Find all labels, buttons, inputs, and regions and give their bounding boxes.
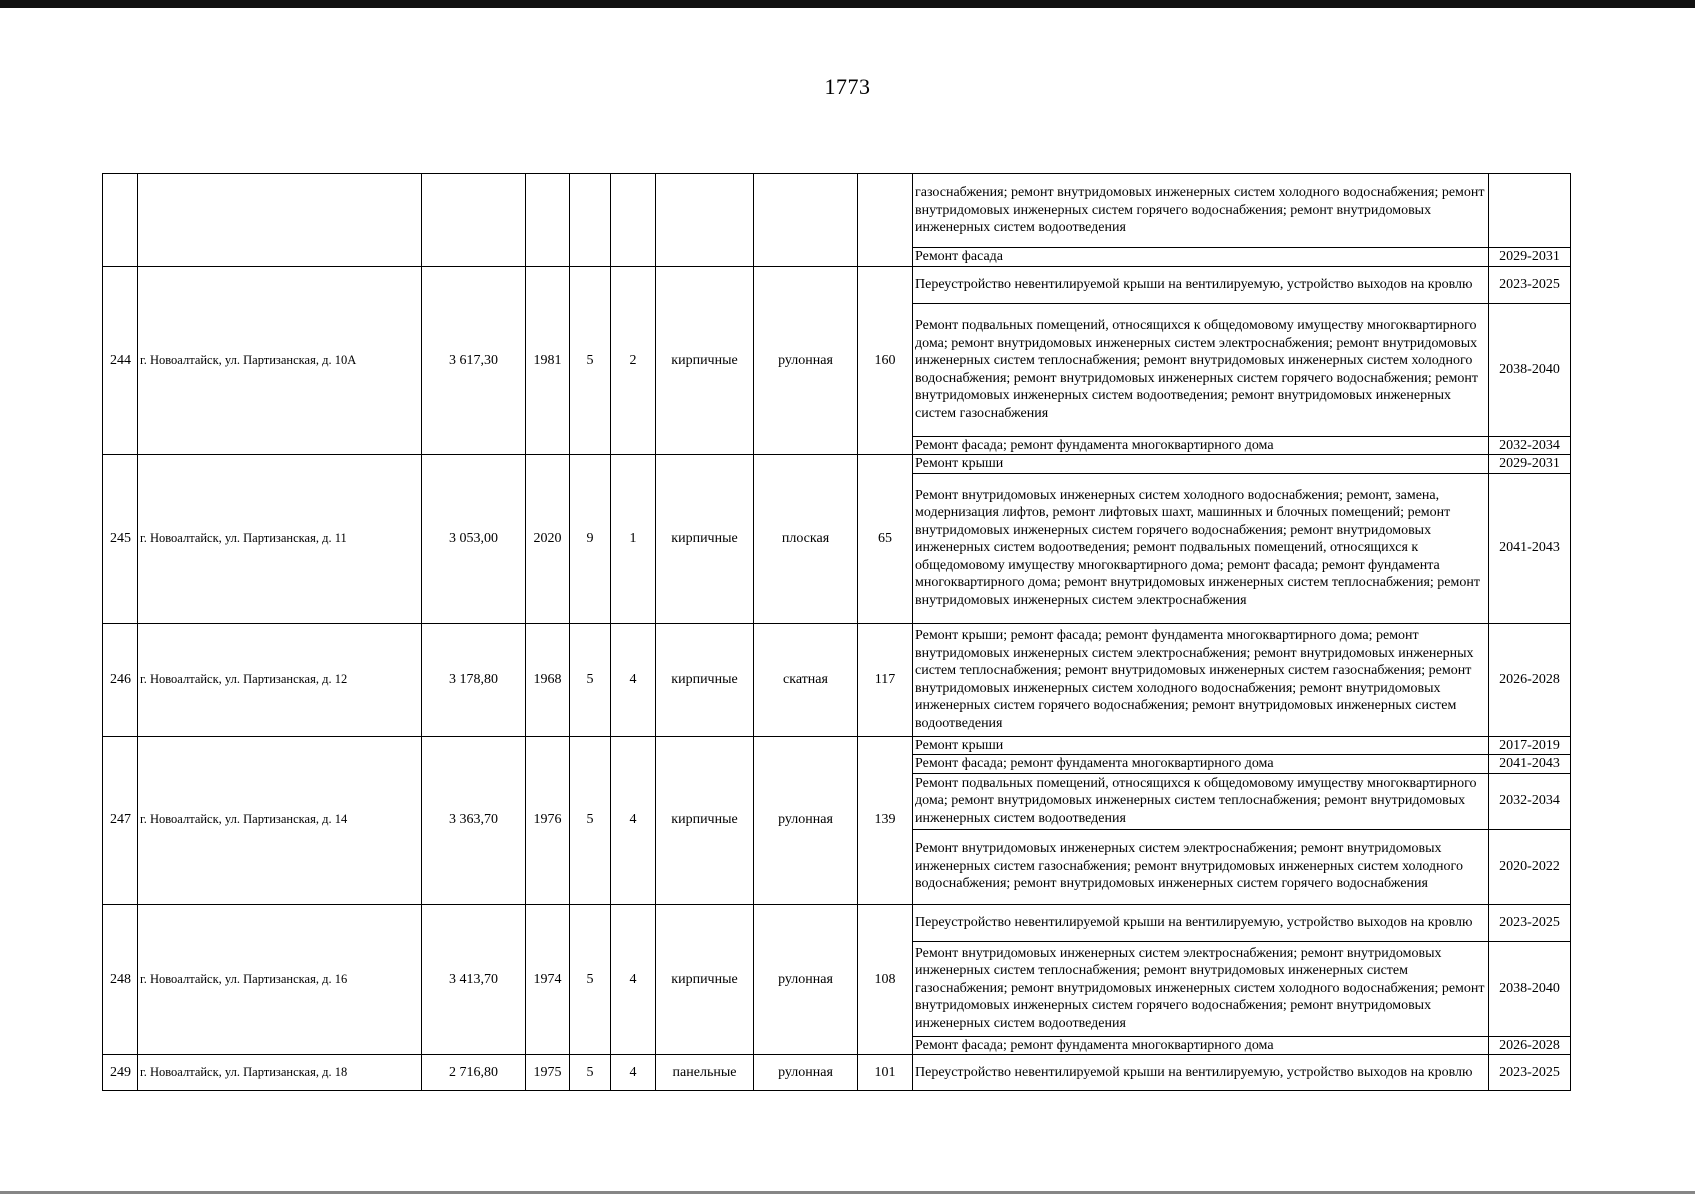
cell-work-types: Переустройство невентилируемой крыши на вентилируемую, устройство выходов на кровлю: [913, 904, 1489, 941]
cell-residents: 101: [858, 1055, 913, 1091]
cell-residents: [858, 174, 913, 267]
cell-year: 1968: [526, 623, 570, 736]
table-row: [103, 904, 1571, 941]
table-row: [103, 1055, 1571, 1091]
cell-floors: 5: [570, 266, 611, 455]
cell-number: 247: [103, 736, 138, 904]
table-row: [103, 174, 1571, 248]
cell-period: 2026-2028: [1489, 623, 1571, 736]
cell-period: 2026-2028: [1489, 1036, 1571, 1055]
cell-number: 245: [103, 455, 138, 624]
cell-entrances: [611, 174, 656, 267]
cell-period: 2020-2022: [1489, 829, 1571, 904]
cell-period: 2023-2025: [1489, 1055, 1571, 1091]
cell-walls: кирпичные: [656, 736, 754, 904]
cell-walls: [656, 174, 754, 267]
cell-area: 2 716,80: [422, 1055, 526, 1091]
cell-number: 246: [103, 623, 138, 736]
cell-area: 3 178,80: [422, 623, 526, 736]
cell-work-types: Ремонт крыши: [913, 736, 1489, 755]
cell-address: г. Новоалтайск, ул. Партизанская, д. 11: [138, 455, 422, 624]
cell-area: 3 053,00: [422, 455, 526, 624]
cell-period: 2032-2034: [1489, 773, 1571, 829]
cell-work-types: Ремонт крыши; ремонт фасада; ремонт фундамента многоквартирного дома; ремонт внутридомовых инженерных систем электроснабжения; ремонт внутридомовых инженерных систем теплоснабжения; ремонт внутридомовых инженерных систем газоснабжения; ремонт внутридомовых инженерных систем холодного водоснабжения; ремонт внутридомовых инженерных систем горячего водоснабжения; ремонт внутридомовых инженерных систем водоотведения: [913, 623, 1489, 736]
cell-walls: кирпичные: [656, 266, 754, 455]
cell-period: 2023-2025: [1489, 266, 1571, 303]
cell-entrances: 4: [611, 736, 656, 904]
cell-walls: кирпичные: [656, 455, 754, 624]
cell-year: 1974: [526, 904, 570, 1055]
cell-area: 3 413,70: [422, 904, 526, 1055]
cell-period: [1489, 174, 1571, 248]
cell-number: 249: [103, 1055, 138, 1091]
cell-walls: панельные: [656, 1055, 754, 1091]
cell-number: [103, 174, 138, 267]
top-border-rule: [0, 0, 1695, 8]
cell-year: 1975: [526, 1055, 570, 1091]
cell-work-types: Ремонт крыши: [913, 455, 1489, 474]
cell-work-types: Ремонт внутридомовых инженерных систем электроснабжения; ремонт внутридомовых инженерных систем теплоснабжения; ремонт внутридомовых инженерных систем газоснабжения; ремонт внутридомовых инженерных систем холодного водоснабжения; ремонт внутридомовых инженерных систем горячего водоснабжения; ремонт внутридомовых инженерных систем водоотведения: [913, 941, 1489, 1036]
cell-period: 2017-2019: [1489, 736, 1571, 755]
table-row: [103, 266, 1571, 303]
cell-floors: 5: [570, 904, 611, 1055]
cell-residents: 117: [858, 623, 913, 736]
cell-work-types: Переустройство невентилируемой крыши на вентилируемую, устройство выходов на кровлю: [913, 266, 1489, 303]
cell-number: 244: [103, 266, 138, 455]
cell-roof: рулонная: [754, 904, 858, 1055]
cell-work-types: Ремонт фасада: [913, 248, 1489, 267]
cell-entrances: 4: [611, 623, 656, 736]
cell-address: г. Новоалтайск, ул. Партизанская, д. 16: [138, 904, 422, 1055]
cell-roof: скатная: [754, 623, 858, 736]
cell-residents: 139: [858, 736, 913, 904]
bottom-scan-edge: [0, 1191, 1695, 1194]
cell-area: [422, 174, 526, 267]
cell-area: 3 617,30: [422, 266, 526, 455]
cell-work-types: Ремонт внутридомовых инженерных систем холодного водоснабжения; ремонт, замена, модернизация лифтов, ремонт лифтовых шахт, машинных и блочных помещений; ремонт внутридомовых инженерных систем горячего водоснабжения; ремонт внутридомовых инженерных систем водоотведения; ремонт подвальных помещений, относящихся к общедомовому имуществу многоквартирного дома; ремонт фасада; ремонт фундамента многоквартирного дома; ремонт внутридомовых инженерных систем теплоснабжения; ремонт внутридомовых инженерных систем электроснабжения: [913, 473, 1489, 623]
cell-work-types: Ремонт фасада; ремонт фундамента многоквартирного дома: [913, 1036, 1489, 1055]
cell-roof: рулонная: [754, 1055, 858, 1091]
cell-period: 2038-2040: [1489, 941, 1571, 1036]
cell-number: 248: [103, 904, 138, 1055]
cell-work-types: Ремонт подвальных помещений, относящихся к общедомовому имуществу многоквартирного дома; ремонт внутридомовых инженерных систем теплоснабжения; ремонт внутридомовых инженерных систем водоотведения: [913, 773, 1489, 829]
cell-area: 3 363,70: [422, 736, 526, 904]
cell-entrances: 1: [611, 455, 656, 624]
cell-floors: 5: [570, 623, 611, 736]
cell-period: 2029-2031: [1489, 455, 1571, 474]
cell-year: [526, 174, 570, 267]
cell-roof: рулонная: [754, 266, 858, 455]
cell-work-types: Ремонт подвальных помещений, относящихся к общедомовому имуществу многоквартирного дома; ремонт внутридомовых инженерных систем электроснабжения; ремонт внутридомовых инженерных систем теплоснабжения; ремонт внутридомовых инженерных систем холодного водоснабжения; ремонт внутридомовых инженерных систем горячего водоснабжения; ремонт внутридомовых инженерных систем водоотведения; ремонт внутридомовых инженерных систем газоснабжения: [913, 303, 1489, 436]
cell-residents: 65: [858, 455, 913, 624]
cell-period: 2032-2034: [1489, 436, 1571, 455]
cell-year: 1981: [526, 266, 570, 455]
cell-entrances: 4: [611, 1055, 656, 1091]
cell-work-types: газоснабжения; ремонт внутридомовых инженерных систем холодного водоснабжения; ремонт внутридомовых инженерных систем горячего водоснабжения; ремонт внутридомовых инженерных систем водоотведения: [913, 174, 1489, 248]
cell-address: г. Новоалтайск, ул. Партизанская, д. 12: [138, 623, 422, 736]
cell-residents: 108: [858, 904, 913, 1055]
cell-address: [138, 174, 422, 267]
cell-period: 2029-2031: [1489, 248, 1571, 267]
cell-work-types: Ремонт фасада; ремонт фундамента многоквартирного дома: [913, 755, 1489, 774]
cell-residents: 160: [858, 266, 913, 455]
table-row: [103, 455, 1571, 474]
cell-floors: 9: [570, 455, 611, 624]
cell-roof: плоская: [754, 455, 858, 624]
cell-walls: кирпичные: [656, 623, 754, 736]
cell-roof: [754, 174, 858, 267]
cell-floors: 5: [570, 1055, 611, 1091]
cell-year: 2020: [526, 455, 570, 624]
cell-floors: 5: [570, 736, 611, 904]
page-number: 1773: [824, 74, 871, 99]
cell-period: 2023-2025: [1489, 904, 1571, 941]
cell-walls: кирпичные: [656, 904, 754, 1055]
cell-address: г. Новоалтайск, ул. Партизанская, д. 14: [138, 736, 422, 904]
cell-entrances: 2: [611, 266, 656, 455]
cell-address: г. Новоалтайск, ул. Партизанская, д. 10А: [138, 266, 422, 455]
table-row: [103, 623, 1571, 736]
cell-floors: [570, 174, 611, 267]
table-row: [103, 736, 1571, 755]
cell-period: 2038-2040: [1489, 303, 1571, 436]
cell-work-types: Переустройство невентилируемой крыши на вентилируемую, устройство выходов на кровлю: [913, 1055, 1489, 1091]
cell-period: 2041-2043: [1489, 755, 1571, 774]
cell-address: г. Новоалтайск, ул. Партизанская, д. 18: [138, 1055, 422, 1091]
cell-period: 2041-2043: [1489, 473, 1571, 623]
cell-work-types: Ремонт внутридомовых инженерных систем электроснабжения; ремонт внутридомовых инженерных систем газоснабжения; ремонт внутридомовых инженерных систем холодного водоснабжения; ремонт внутридомовых инженерных систем горячего водоснабжения: [913, 829, 1489, 904]
cell-year: 1976: [526, 736, 570, 904]
cell-roof: рулонная: [754, 736, 858, 904]
cell-entrances: 4: [611, 904, 656, 1055]
cell-work-types: Ремонт фасада; ремонт фундамента многоквартирного дома: [913, 436, 1489, 455]
repair-plan-table: [102, 173, 1571, 1091]
